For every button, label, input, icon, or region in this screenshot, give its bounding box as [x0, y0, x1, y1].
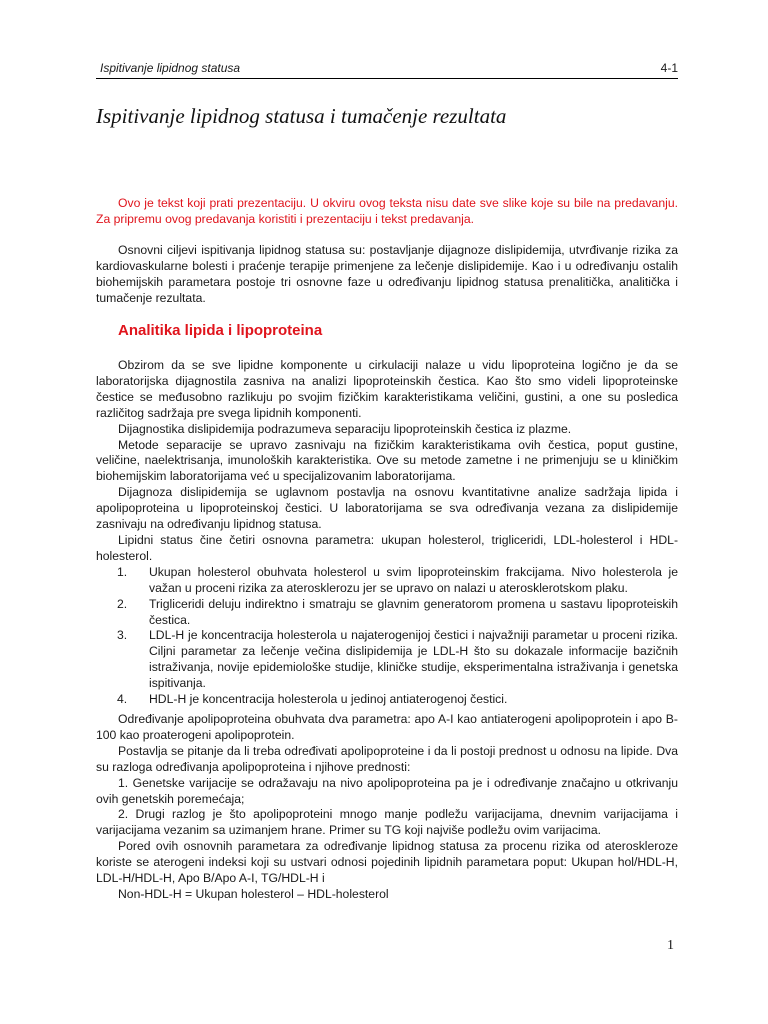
list-item-text: LDL-H je koncentracija holesterola u najaterogenijoj čestici i najvažniji parametar u proceni rizika. Ciljni parametar za lečenje večina dislipidemija je LDL-H što su dokazale informacije bazičnih istraživanja, novije epidemiološke studije, kliničke studije, eksperimentalna istraživanja i genetska ispitivanja.	[149, 628, 678, 691]
list-number: 1.	[117, 564, 128, 579]
list-item	[96, 628, 678, 692]
paragraph: Non-HDL-H = Ukupan holesterol – HDL-holesterol	[118, 886, 389, 901]
list-number: 2.	[117, 596, 128, 611]
paragraph: 2. Drugi razlog je što apolipoproteini mnogo manje podležu varijacijama, dnevnim varijacijama i varijacijama vezanim sa uzimanjem hrane. Primer su TG koji najviše podležu ovim varijacima.	[96, 807, 678, 838]
page-reference: 4-1	[660, 61, 678, 75]
section-heading: Analitika lipida i lipoproteina	[118, 322, 323, 339]
intro-paragraph-text: Osnovni ciljevi ispitivanja lipidnog statusa su: postavljanje dijagnoze dislipidemija, utvrđivanje rizika za kardiovaskularne bolesti i praćenje terapije primenjene za lečenje dislipidemije. Kao i u određivanju ostalih biohemijskih parametara postoje tri osnovne faze u određivanju lipidnog statusa prenalitička, analitička i tumačenje rezultata.	[96, 243, 678, 305]
document-title: Ispitivanje lipidnog statusa i tumačenje rezultata	[96, 104, 507, 128]
intro-note-text: Ovo je tekst koji prati prezentaciju. U okviru ovog teksta nisu date sve slike koje su bile na predavanju. Za pripremu ovog predavanja koristiti i prezentaciju i tekst predavanja.	[96, 196, 678, 226]
intro-paragraph	[96, 243, 678, 307]
section-body	[96, 358, 678, 708]
list-item-text: HDL-H je koncentracija holesterola u jedinoj antiaterogenoj čestici.	[149, 692, 508, 707]
paragraph: Određivanje apolipoproteina obuhvata dva parametra: apo A-I kao antiaterogeni apolipoprotein i apo B-100 kao proaterogeni apolipoprotein.	[96, 712, 678, 742]
running-header	[96, 60, 678, 79]
list-item	[96, 565, 678, 597]
apolipoprotein-section	[96, 712, 678, 903]
paragraph: Metode separacije se upravo zasnivaju na fizičkim karakteristikama ovih čestica, poput gustine, veličine, naelektrisanja, imunoloških karakteristika. Ove su metode zametne i ne primenjuju se u kliničkim biohemijskim laboratorijama već u specijalizovanim laboratorijama.	[96, 437, 678, 484]
list-item-text: Ukupan holesterol obuhvata holesterol u svim lipoproteinskim frakcijama. Nivo holesterola je važan u proceni rizika za aterosklerozu jer se upravo on nalazi u aterosklerotskom plaku.	[149, 564, 678, 595]
intro-note	[96, 196, 678, 228]
running-title: Ispitivanje lipidnog statusa	[100, 61, 241, 75]
paragraph: Dijagnostika dislipidemija podrazumeva separaciju lipoproteinskih čestica iz plazme.	[118, 421, 572, 436]
page-number: 1	[667, 938, 674, 953]
list-item	[96, 597, 678, 629]
paragraph: Obzirom da se sve lipidne komponente u cirkulaciji nalaze u vidu lipoproteina logično je da se laboratorijska dijagnostila zasniva na analizi lipoproteinskih čestica. Kao što smo videli lipoproteinske čestice se međusobno razlikuju po svojim fizičkim karakteristikama veličini, gustini, a one su posledica različitog sadržaja pre svega lipidnih komponenti.	[96, 358, 678, 420]
list-number: 4.	[117, 692, 128, 707]
list-item	[96, 692, 678, 708]
paragraph: Pored ovih osnovnih parametara za određivanje lipidnog statusa za procenu rizika od ateroskleroze koriste se aterogeni indeksi koji su ustvari odnosi pojedinih lipidnih parametara poput: Ukupan hol/HDL-H, LDL-H/HDL-H, Apo B/Apo A-I, TG/HDL-H i	[96, 839, 678, 886]
paragraph: Lipidni status čine četiri osnovna parametra: ukupan holesterol, trigliceridi, LDL-holesterol i HDL-holesterol.	[96, 532, 678, 563]
numbered-list	[96, 565, 678, 708]
list-number: 3.	[117, 628, 128, 643]
paragraph: 1. Genetske varijacije se odražavaju na nivo apolipoproteina pa je i određivanje značajno u otkrivanju ovih genetskih poremećaja;	[96, 775, 678, 806]
paragraph: Postavlja se pitanje da li treba određivati apolipoproteine i da li postoji prednost u odnosu na lipide. Dva su razloga određivanja apolipoproteina i njihove prednosti:	[96, 743, 678, 774]
list-item-text: Trigliceridi deluju indirektno i smatraju se glavnim generatorom promena u sastavu lipoproteiskih čestica.	[149, 596, 678, 627]
paragraph: Dijagnoza dislipidemija se uglavnom postavlja na osnovu kvantitativne analize sadržaja lipida i apolipoproteina u lipoproteinskoj čestici. U laboratorijama se sva određivanja vezana za dislipidemije zasnivaju na određivanju lipidnog statusa.	[96, 485, 678, 532]
